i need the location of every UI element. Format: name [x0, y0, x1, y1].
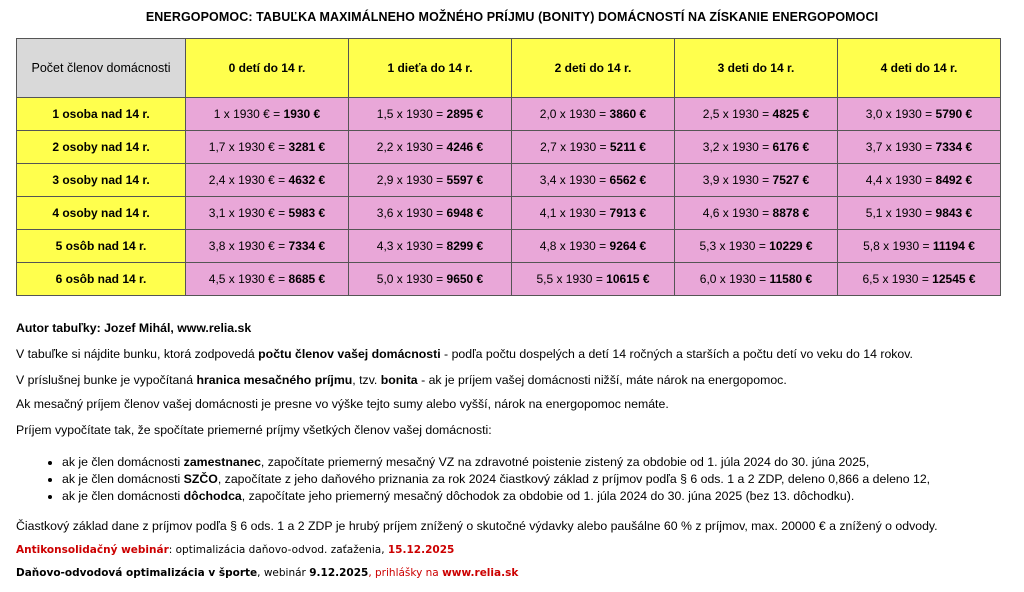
cell-value: 6948 € [446, 206, 484, 220]
cell-formula: 5,5 x 1930 = [536, 272, 607, 286]
cell-value: 5983 € [288, 206, 326, 220]
row-header: 1 osoba nad 14 r. [17, 98, 186, 131]
bullet-text: , započítate priemerný mesačný VZ na zdravotné poistenie zistený za obdobie od 1. júla 2024 do 30. júna 2025, [260, 455, 870, 469]
p1-text-a: V tabuľke si nájdite bunku, ktorá zodpovedá [16, 347, 259, 361]
cell-value: 6176 € [772, 140, 810, 154]
row-header: 3 osoby nad 14 r. [17, 164, 186, 197]
cell-formula: 1,5 x 1930 = [376, 107, 447, 121]
cell-value: 6562 € [609, 173, 647, 187]
relia-link[interactable]: www.relia.sk [442, 567, 519, 579]
table-row [17, 164, 1001, 197]
bonity-table [16, 38, 1001, 296]
webinar1-date: 15.12.2025 [387, 544, 455, 556]
p2-text-b: hranica mesačného príjmu [196, 373, 353, 387]
p2-text-e: - ak je príjem vašej domácnosti nižší, máte nárok na energopomoc. [417, 373, 787, 387]
table-cell [675, 230, 838, 263]
table-row [17, 263, 1001, 296]
page-title: ENERGOPOMOC: TABUĽKA MAXIMÁLNEHO MOŽNÉHO PRÍJMU (BONITY) DOMÁCNOSTÍ NA ZÍSKANIE ENERGOPOMOCI [145, 10, 879, 24]
cell-value: 4825 € [772, 107, 810, 121]
bullet-text: , započítate jeho priemerný mesačný dôchodok za obdobie od 1. júla 2024 do 30. júna 2025 (bez 13. dôchodku). [241, 489, 855, 503]
table-cell [349, 131, 512, 164]
table-row [17, 197, 1001, 230]
p1-text-c: - podľa počtu dospelých a detí 14 ročných a starších a počtu detí vo veku do 14 rokov. [440, 347, 913, 361]
p2-text-a: V príslušnej bunke je vypočítaná [16, 373, 197, 387]
cell-value: 2895 € [446, 107, 484, 121]
table-cell [186, 197, 349, 230]
cell-value: 4246 € [446, 140, 484, 154]
cell-formula: 5,8 x 1930 = [863, 239, 933, 253]
cell-value: 8878 € [772, 206, 810, 220]
table-row [17, 131, 1001, 164]
paragraph-partial-base: Čiastkový základ dane z príjmov podľa § 6 ods. 1 a 2 ZDP je hrubý príjem znížený o skutočné výdavky alebo paušálne 60 % z príjmov, max. 20000 € a znížený o odvody. [16, 519, 938, 533]
cell-formula: 5,1 x 1930 = [865, 206, 936, 220]
cell-value: 9650 € [446, 272, 484, 286]
paragraph-no-entitlement: Ak mesačný príjem členov vašej domácnosti je presne vo výške tejto sumy alebo vyšší, nárok na energopomoc nemáte. [16, 397, 669, 411]
bullet-bold: zamestnanec [183, 455, 261, 469]
cell-formula: 6,5 x 1930 = [862, 272, 933, 286]
table-cell [349, 230, 512, 263]
cell-formula: 3,9 x 1930 = [702, 173, 773, 187]
table-cell [349, 98, 512, 131]
table-header-row [17, 39, 1001, 98]
webinar-line-1 [16, 544, 454, 556]
cell-formula: 3,1 x 1930 € = [208, 206, 289, 220]
cell-formula: 4,4 x 1930 = [865, 173, 936, 187]
column-header: 1 dieťa do 14 r. [349, 39, 512, 98]
cell-value: 7334 € [288, 239, 326, 253]
row-header: 5 osôb nad 14 r. [17, 230, 186, 263]
cell-formula: 1 x 1930 € = [213, 107, 284, 121]
bullet-bold: SZČO [183, 472, 218, 486]
cell-formula: 5,3 x 1930 = [699, 239, 770, 253]
cell-value: 8685 € [288, 272, 326, 286]
table-cell [675, 197, 838, 230]
row-header: 2 osoby nad 14 r. [17, 131, 186, 164]
cell-formula: 4,1 x 1930 = [539, 206, 610, 220]
cell-formula: 6,0 x 1930 = [699, 272, 770, 286]
author-line: Autor tabuľky: Jozef Mihál, www.relia.sk [16, 321, 252, 335]
paragraph-income-limit [16, 373, 787, 387]
cell-formula: 2,5 x 1930 = [702, 107, 773, 121]
list-item [62, 454, 930, 471]
webinar1-desc: : optimalizácia daňovo-odvod. zaťaženia, [168, 544, 388, 556]
cell-value: 9264 € [609, 239, 647, 253]
bullet-text: , započítate z jeho daňového priznania za rok 2024 čiastkový základ z príjmov podľa § 6 ods. 1 a 2 ZDP, deleno 0,866 a deleno 12, [217, 472, 931, 486]
table-cell [838, 263, 1001, 296]
cell-value: 11580 € [769, 272, 813, 286]
table-row [17, 98, 1001, 131]
cell-formula: 4,8 x 1930 = [539, 239, 610, 253]
webinar2-title: Daňovo-odvodová optimalizácia v športe [16, 567, 258, 579]
webinar2-signup: , prihlášky na [368, 567, 443, 579]
cell-value: 5597 € [446, 173, 484, 187]
cell-formula: 4,3 x 1930 = [376, 239, 447, 253]
table-cell [675, 263, 838, 296]
row-header: 4 osoby nad 14 r. [17, 197, 186, 230]
cell-formula: 2,4 x 1930 € = [208, 173, 289, 187]
list-item [62, 488, 930, 505]
cell-value: 10229 € [769, 239, 813, 253]
list-item [62, 471, 930, 488]
table-body [17, 98, 1001, 296]
cell-formula: 3,7 x 1930 = [865, 140, 936, 154]
cell-value: 7913 € [609, 206, 647, 220]
table-cell [186, 230, 349, 263]
income-bullet-list [16, 454, 930, 505]
bullet-bold: dôchodca [183, 489, 242, 503]
cell-formula: 3,4 x 1930 = [539, 173, 610, 187]
p2-text-d: bonita [380, 373, 418, 387]
bullet-text: ak je člen domácnosti [62, 489, 184, 503]
table-cell [349, 197, 512, 230]
table-cell [512, 164, 675, 197]
table-cell [186, 131, 349, 164]
paragraph-calculation: Príjem vypočítate tak, že spočítate priemerné príjmy všetkých členov vašej domácnosti: [16, 423, 492, 437]
cell-formula: 5,0 x 1930 = [376, 272, 447, 286]
cell-formula: 2,0 x 1930 = [539, 107, 610, 121]
cell-formula: 2,9 x 1930 = [376, 173, 447, 187]
table-cell [186, 98, 349, 131]
cell-value: 11194 € [932, 239, 975, 253]
cell-value: 4632 € [288, 173, 326, 187]
cell-formula: 3,8 x 1930 € = [208, 239, 289, 253]
cell-value: 5790 € [935, 107, 973, 121]
cell-value: 3281 € [288, 140, 326, 154]
cell-value: 12545 € [932, 272, 976, 286]
cell-formula: 1,7 x 1930 € = [208, 140, 289, 154]
cell-formula: 3,2 x 1930 = [702, 140, 773, 154]
table-cell [512, 230, 675, 263]
cell-value: 8492 € [935, 173, 973, 187]
table-cell [675, 98, 838, 131]
column-header: 4 deti do 14 r. [838, 39, 1001, 98]
table-cell [838, 197, 1001, 230]
cell-value: 8299 € [446, 239, 484, 253]
webinar-line-2 [16, 567, 518, 579]
webinar2-date: 9.12.2025 [309, 567, 369, 579]
cell-value: 10615 € [606, 272, 650, 286]
table-cell [838, 230, 1001, 263]
bullet-text: ak je člen domácnosti [62, 455, 184, 469]
table-cell [512, 131, 675, 164]
table-cell [512, 263, 675, 296]
cell-formula: 3,0 x 1930 = [865, 107, 936, 121]
cell-value: 9843 € [935, 206, 973, 220]
cell-value: 7527 € [772, 173, 810, 187]
cell-value: 5211 € [609, 140, 646, 154]
webinar1-title[interactable]: Antikonsolidačný webinár [16, 544, 169, 556]
bullet-text: ak je člen domácnosti [62, 472, 184, 486]
p1-text-b: počtu členov vašej domácnosti [258, 347, 441, 361]
corner-header: Počet členov domácnosti [17, 39, 186, 98]
cell-value: 7334 € [935, 140, 973, 154]
cell-formula: 3,6 x 1930 = [376, 206, 447, 220]
table-cell [186, 164, 349, 197]
column-header: 3 deti do 14 r. [675, 39, 838, 98]
table-cell [838, 131, 1001, 164]
table-row [17, 230, 1001, 263]
cell-formula: 2,2 x 1930 = [376, 140, 447, 154]
webinar2-desc: , webinár [257, 567, 310, 579]
table-cell [349, 263, 512, 296]
table-cell [838, 98, 1001, 131]
cell-formula: 2,7 x 1930 = [540, 140, 610, 154]
cell-value: 3860 € [609, 107, 647, 121]
table-cell [838, 164, 1001, 197]
table-cell [349, 164, 512, 197]
cell-formula: 4,6 x 1930 = [702, 206, 773, 220]
paragraph-find-cell [16, 347, 913, 361]
cell-value: 1930 € [283, 107, 321, 121]
table-cell [186, 263, 349, 296]
table-cell [675, 164, 838, 197]
column-header: 0 detí do 14 r. [186, 39, 349, 98]
column-header: 2 deti do 14 r. [512, 39, 675, 98]
table-cell [512, 98, 675, 131]
cell-formula: 4,5 x 1930 € = [208, 272, 289, 286]
table-cell [675, 131, 838, 164]
row-header: 6 osôb nad 14 r. [17, 263, 186, 296]
table-cell [512, 197, 675, 230]
p2-text-c: , tzv. [352, 373, 381, 387]
